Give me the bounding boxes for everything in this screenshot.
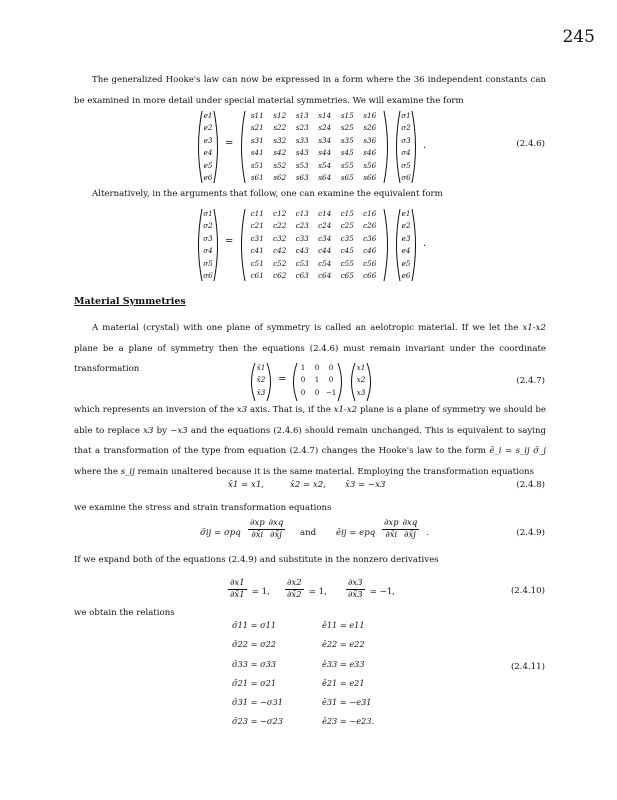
matrix-entry: −1 [325,387,337,397]
equation-number-2-4-8: (2.4.8) [516,480,545,490]
numerator: ∂xp [384,518,399,528]
matrix-entry: s56 [363,160,377,170]
paragraph-alternative: Alternatively, in the arguments that follow, one can examine the equivalent form [92,189,443,199]
matrix-entry: c56 [363,258,377,268]
matrix-entry: s24 [318,123,332,133]
relation: ē23 = −e23. [322,716,375,727]
value: = 1, [308,587,327,597]
vector-entry: σ2 [203,221,213,231]
matrix-entry: s52 [273,160,287,170]
fraction [285,578,304,601]
numerator: ∂x2 [287,578,302,588]
fraction [267,518,286,541]
value: = −1, [369,587,396,597]
vector-entry: σ4 [203,246,213,256]
fraction [228,578,247,601]
matrix-entry: c51 [250,258,264,268]
matrix-entry: s45 [340,148,354,158]
relation: σ̄22 = σ22 [232,639,277,650]
matrix-entry: c16 [363,209,377,218]
page-number: 245 [562,27,595,47]
matrix-entry: s62 [273,173,287,183]
fraction [382,518,401,541]
x1-x2-symbol: x1-x2 [522,323,546,333]
vector-entry: e2 [203,123,213,133]
matrix-entry: c35 [340,233,354,243]
matrix-entry: 0 [328,363,334,372]
matrix-entry: c34 [318,233,332,243]
fraction [346,578,365,601]
eq248-part3: x̄3 = −x3 [345,480,386,490]
matrix-entry: 1 [300,363,306,372]
matrix-entry: s32 [273,135,287,145]
e-vector-2 [393,208,415,282]
p4-text-e: and the equations (2.4.6) should remain unchanged. This is equivalent to saying that a transformation of the type from equation (2.4.7) changes the Hooke's law to the form [74,425,547,456]
matrix-entry: s46 [363,148,377,158]
c-matrix-entries [246,208,381,282]
equation-2-4-9 [200,518,460,552]
equation-number-2-4-10: (2.4.10) [510,586,545,596]
relation: ē11 = e11 [322,620,365,630]
vector-entry: σ4 [401,148,411,158]
vector-entry: e4 [401,246,411,256]
matrix-entry: s53 [295,160,309,170]
paragraph-relations: we obtain the relations [74,608,175,618]
matrix-entry: 0 [314,363,320,372]
vector-entry: e3 [203,135,213,145]
relation: σ̄21 = σ21 [232,677,277,688]
vector-entry: x̄3 [256,387,266,397]
vector-entry: e1 [401,209,411,218]
vector-entry: σ3 [401,135,411,145]
sigma-vector-2 [195,208,217,282]
numerator: ∂x3 [348,578,363,588]
matrix-entry: c14 [318,209,332,218]
matrix-entry: s26 [363,123,377,133]
matrix-entry: s55 [340,160,354,170]
matrix-entry: s15 [340,111,354,120]
matrix-entry: s12 [273,111,287,120]
vector-entry: σ2 [401,123,411,133]
equals-sign-2: = [225,236,234,247]
matrix-entry: c43 [295,246,309,256]
paragraph-intro: The generalized Hooke's law can now be expressed in a form where the 36 independent constants can be examined in more detail under special material symmetries. We will examine the form [74,75,546,106]
matrix-entry: c64 [318,271,332,281]
matrix-entry: c13 [295,209,309,218]
x3-symbol-2: x3 [143,425,154,436]
s-matrix [238,110,388,184]
equation-stiffness [195,208,525,282]
matrix-entry: s41 [250,148,264,158]
p3-text-b: plane be a plane of symmetry then the equations (2.4.6) must remain invariant under the coordinate transformation [74,343,546,374]
vector-entry: x1 [356,363,366,372]
matrix-entry: s65 [340,173,354,183]
matrix-entry: c45 [340,246,354,256]
denominator: ∂x̄1 [230,590,245,600]
numerator: ∂x1 [230,578,245,588]
denominator: ∂x̄i [251,530,264,540]
matrix-entry: c52 [273,258,287,268]
p4-text-b: axis. That is, if the [247,405,334,415]
numerator: ∂xp [250,518,265,528]
eq249-left-lhs: σ̄ij = σpq [200,528,241,538]
relation: σ̄23 = −σ23 [232,716,283,727]
matrix-entry: s14 [318,111,332,120]
x-vector [348,362,370,402]
eq248-part2: x̄2 = x2, [290,480,327,490]
denominator: ∂x̄2 [287,590,302,600]
period-3: . [426,528,429,538]
hooke-bar-symbol: ē_i = s_ij σ̄_j [489,446,546,456]
vector-entry: σ1 [203,209,213,218]
matrix-entry: c24 [318,221,332,231]
equals-sign: = [225,138,234,149]
c-matrix [238,208,388,282]
matrix-entry: c12 [273,209,287,218]
matrix-entry: c66 [363,271,377,281]
matrix-entry: c53 [295,258,309,268]
relation: ē33 = e33 [322,658,365,669]
sij-symbol: s_ij [120,466,135,477]
p4-text-f: where the [74,466,121,477]
vector-entry: σ3 [203,233,213,243]
matrix-entry: s66 [363,173,377,183]
vector-entry: e4 [203,148,213,158]
vector-entry: σ6 [401,173,411,183]
equation-2-4-6 [195,110,525,184]
vector-entry: x̄1 [256,363,266,372]
e-vector [195,110,217,184]
matrix-entry: c26 [363,221,377,231]
matrix-entry: s51 [250,160,264,170]
section-heading: Material Symmetries [74,296,186,307]
eq248-part1: x̄1 = x1, [228,480,265,490]
matrix-entry: 0 [300,375,306,385]
denominator: ∂x̄3 [348,590,363,600]
fraction [248,518,267,541]
vector-entry: σ6 [203,271,213,281]
p4-text-g: remain unaltered because it is the same material. Employing the transformation equations [134,466,534,477]
p4-text-c: plane is a plane of symmetry we should be able to replace [74,405,546,436]
vector-entry: e6 [203,173,213,183]
eq2410-term3 [346,578,395,601]
x3-symbol: x3 [236,405,248,415]
paragraph-stress-strain: we examine the stress and strain transformation equations [74,503,332,513]
paragraph-expand: If we expand both of the equations (2.4.9) and substitute in the nonzero derivatives [74,555,439,565]
matrix-entry: c32 [273,233,287,243]
relation: ē31 = −e31 [322,697,372,708]
matrix-entry: s16 [363,111,377,120]
denominator: ∂x̄i [385,530,398,540]
matrix-entry: 0 [300,387,306,397]
transform-matrix-entries [296,362,338,399]
fraction [401,518,420,541]
matrix-entry: s33 [295,135,309,145]
matrix-entry: c41 [250,246,264,256]
vector-entry: e2 [401,221,411,231]
relation: σ̄31 = −σ31 [232,697,283,708]
eq249-right-fracs [382,518,419,541]
vector-entry: σ5 [401,160,411,170]
sigma-vector [393,110,415,184]
paragraph-inversion [74,400,546,482]
matrix-entry: s35 [340,135,354,145]
neg-x3-symbol: −x3 [170,425,188,436]
vector-entry: x̄2 [256,375,266,385]
vector-entry: e3 [401,233,411,243]
denominator: ∂x̄j [270,530,282,540]
matrix-entry: s21 [250,123,264,133]
matrix-entry: s31 [250,135,264,145]
vector-entry: e5 [401,258,411,268]
period: . [423,140,427,151]
relation: σ̄33 = σ33 [232,658,277,669]
p4-text-d: by [153,425,171,436]
matrix-entry: c54 [318,258,332,268]
matrix-entry: c44 [318,246,332,256]
matrix-entry: c25 [340,221,354,231]
equation-number-2-4-6: (2.4.6) [516,139,545,149]
eq2410-term1 [228,578,270,601]
matrix-entry: c65 [340,271,354,281]
relation: ē21 = e21 [322,677,365,688]
matrix-entry: c61 [250,271,264,281]
matrix-entry: c15 [340,209,354,218]
matrix-entry: c46 [363,246,377,256]
p3-text-a: A material (crystal) with one plane of symmetry is called an aelotropic material. If we let the [92,323,523,333]
equals-sign-3: = [278,374,287,385]
s-matrix-entries [246,110,381,184]
relation: ē22 = e22 [322,639,365,650]
vector-entry: e1 [203,111,213,120]
matrix-entry: c21 [250,221,264,231]
matrix-entry: c23 [295,221,309,231]
p4-text-a: which represents an inversion of the [74,405,237,415]
xbar-vector [248,362,270,402]
relations-e [322,616,374,732]
matrix-entry: s23 [295,123,309,133]
vector-entry: e6 [401,271,411,281]
equation-2-4-7 [248,362,388,402]
matrix-entry: c22 [273,221,287,231]
matrix-entry: s13 [295,111,309,120]
matrix-entry: s22 [273,123,287,133]
matrix-entry: s61 [250,173,264,183]
denominator: ∂x̄j [404,530,416,540]
matrix-entry: s44 [318,148,332,158]
period-2: . [423,238,427,249]
value: = 1, [251,587,270,597]
vector-entry: σ1 [401,111,411,120]
numerator: ∂xq [402,518,418,528]
matrix-entry: c36 [363,233,377,243]
equation-number-2-4-11: (2.4.11) [510,662,545,672]
matrix-entry: 0 [314,387,320,397]
matrix-entry: s36 [363,135,377,145]
matrix-entry: c31 [250,233,264,243]
matrix-entry: s43 [295,148,309,158]
matrix-entry: 1 [314,375,320,385]
eq249-left-fracs [248,518,285,541]
matrix-entry: s63 [295,173,309,183]
numerator: ∂xq [268,518,284,528]
relation: σ̄11 = σ11 [232,620,277,630]
eq2410-term2 [285,578,327,601]
vector-entry: e5 [203,160,213,170]
equation-number-2-4-9: (2.4.9) [516,528,545,538]
matrix-entry: s11 [250,111,264,120]
matrix-entry: 0 [328,375,334,385]
matrix-entry: c33 [295,233,309,243]
matrix-entry: s34 [318,135,332,145]
vector-entry: x3 [356,387,366,397]
matrix-entry: c62 [273,271,287,281]
x1-x2-symbol-2: x1-x2 [333,405,358,415]
transform-matrix [290,362,342,402]
matrix-entry: s64 [318,173,332,183]
matrix-entry: s42 [273,148,287,158]
matrix-entry: c55 [340,258,354,268]
and-word: and [300,528,317,538]
matrix-entry: c11 [250,209,264,218]
matrix-entry: c63 [295,271,309,281]
vector-entry: σ5 [203,258,213,268]
matrix-entry: s54 [318,160,332,170]
equation-number-2-4-7: (2.4.7) [516,376,545,386]
relations-sigma [232,616,283,732]
eq249-right-lhs: ēij = epq [336,528,376,538]
matrix-entry: c42 [273,246,287,256]
vector-entry: x2 [356,375,366,385]
matrix-entry: s25 [340,123,354,133]
